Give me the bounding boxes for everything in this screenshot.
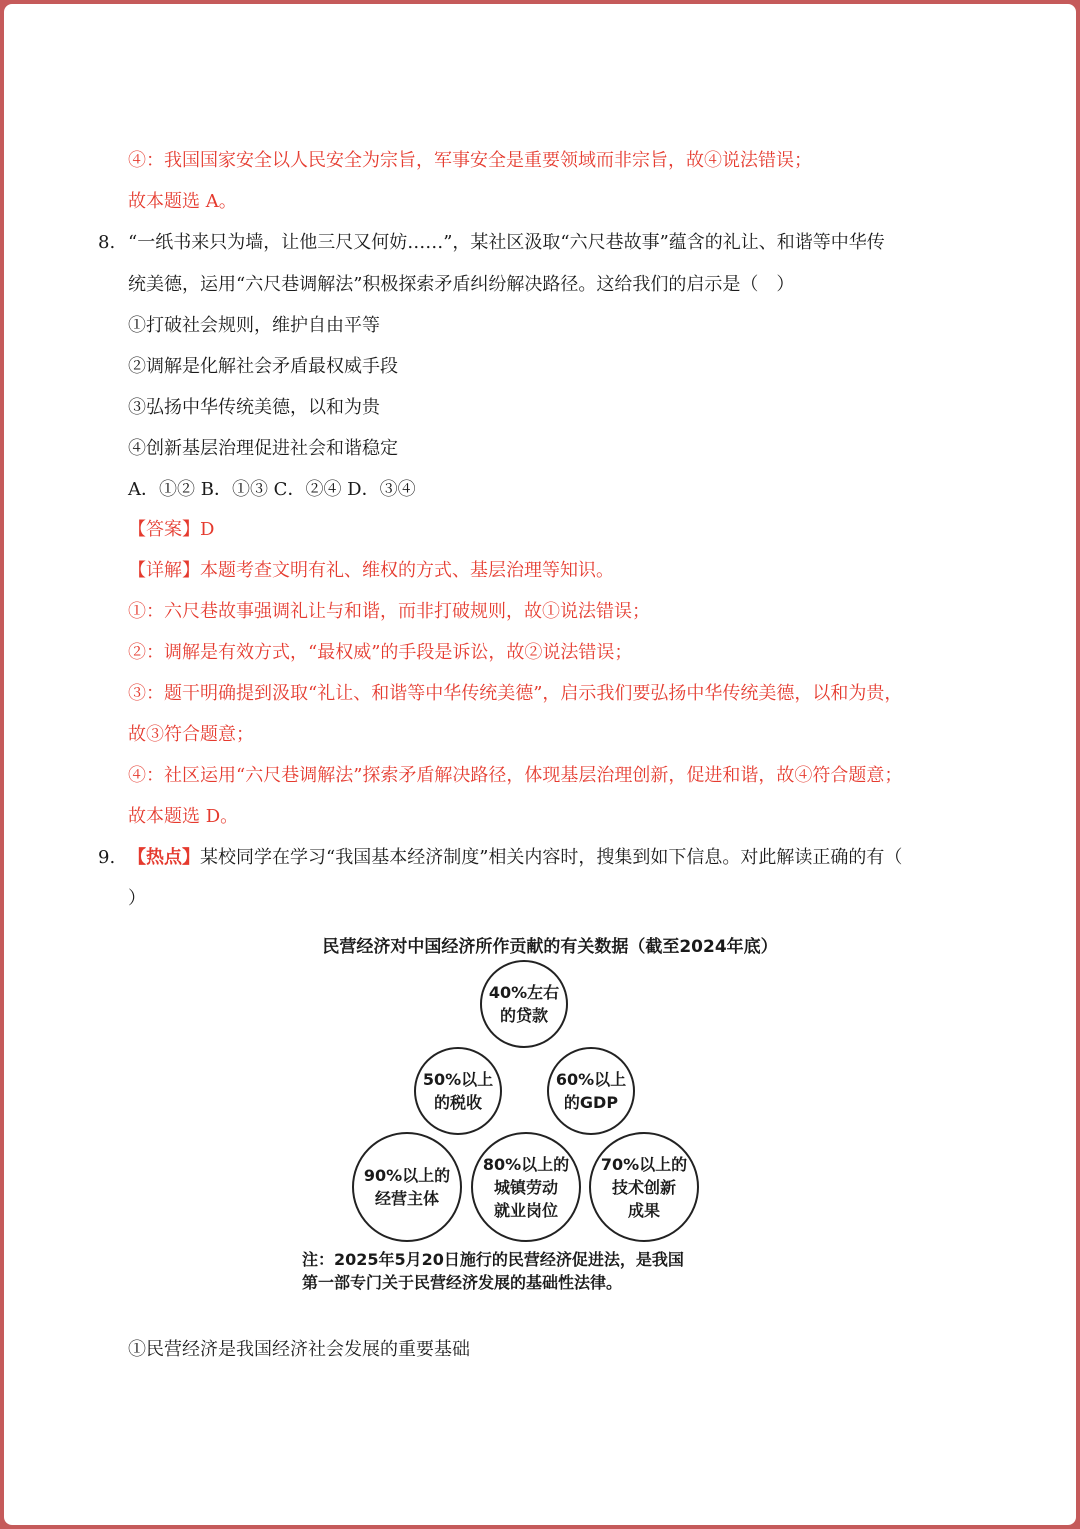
q9-stem-text: 某校同学在学习“我国基本经济制度”相关内容时，搜集到如下信息。对此解读正确的有（ [200,847,903,868]
private-economy-infographic [290,920,810,1310]
circle-tax: 50%以上 的税收 [414,1047,502,1135]
circle-business-entities: 90%以上的 经营主体 [352,1132,462,1242]
q9-stem-line1 [128,847,902,869]
infographic-note: 注：2025年5月20日施行的民营经济促进法，是我国 第一部专门关于民营经济发展的基础性法律。 [302,1250,684,1292]
q8-explanation-3b: 故③符合题意； [128,724,254,745]
q8-final-answer: 故本题选 D。 [128,806,239,827]
q9-stem-line2: ） [128,888,146,909]
q7-final-answer: 故本题选 A。 [128,191,237,212]
circle-loans: 40%左右 的贷款 [480,960,568,1048]
q8-option-2: ②调解是化解社会矛盾最权威手段 [128,356,398,377]
q8-choices: A．①② B．①③ C．②④ D．③④ [128,479,416,500]
q8-number: 8. [98,232,116,253]
hot-topic-tag: 【热点】 [128,847,200,868]
q9-option-1: ①民营经济是我国经济社会发展的重要基础 [128,1339,470,1360]
q8-stem-line1: “一纸书来只为墙，让他三尺又何妨……”，某社区汲取“六尺巷故事”蕴含的礼让、和谐等中华传 [128,232,885,253]
q8-stem-line2: 统美德，运用“六尺巷调解法”积极探索矛盾纠纷解决路径。这给我们的启示是（ ） [128,274,795,295]
circle-urban-jobs: 80%以上的 城镇劳动 就业岗位 [471,1132,581,1242]
q8-explanation-2: ②：调解是有效方式，“最权威”的手段是诉讼，故②说法错误； [128,642,633,663]
q8-answer: 【答案】D [128,519,215,540]
q8-option-4: ④创新基层治理促进社会和谐稳定 [128,438,398,459]
q8-explanation-3a: ③：题干明确提到汲取“礼让、和谐等中华传统美德”，启示我们要弘扬中华传统美德，以和为贵， [128,683,903,704]
q9-number: 9. [98,847,116,868]
q8-option-3: ③弘扬中华传统美德，以和为贵 [128,397,380,418]
circle-gdp: 60%以上 的GDP [547,1047,635,1135]
q8-detail: 【详解】本题考查文明有礼、维权的方式、基层治理等知识。 [128,560,614,581]
q8-explanation-1: ①：六尺巷故事强调礼让与和谐，而非打破规则，故①说法错误； [128,601,650,622]
q7-explanation-4: ④：我国国家安全以人民安全为宗旨，军事安全是重要领域而非宗旨，故④说法错误； [128,150,812,171]
infographic-title: 民营经济对中国经济所作贡献的有关数据（截至2024年底） [322,937,778,957]
q8-option-1: ①打破社会规则，维护自由平等 [128,315,380,336]
q8-explanation-4: ④：社区运用“六尺巷调解法”探索矛盾解决路径，体现基层治理创新，促进和谐，故④符合题意； [128,765,903,786]
circle-innovation: 70%以上的 技术创新 成果 [589,1132,699,1242]
